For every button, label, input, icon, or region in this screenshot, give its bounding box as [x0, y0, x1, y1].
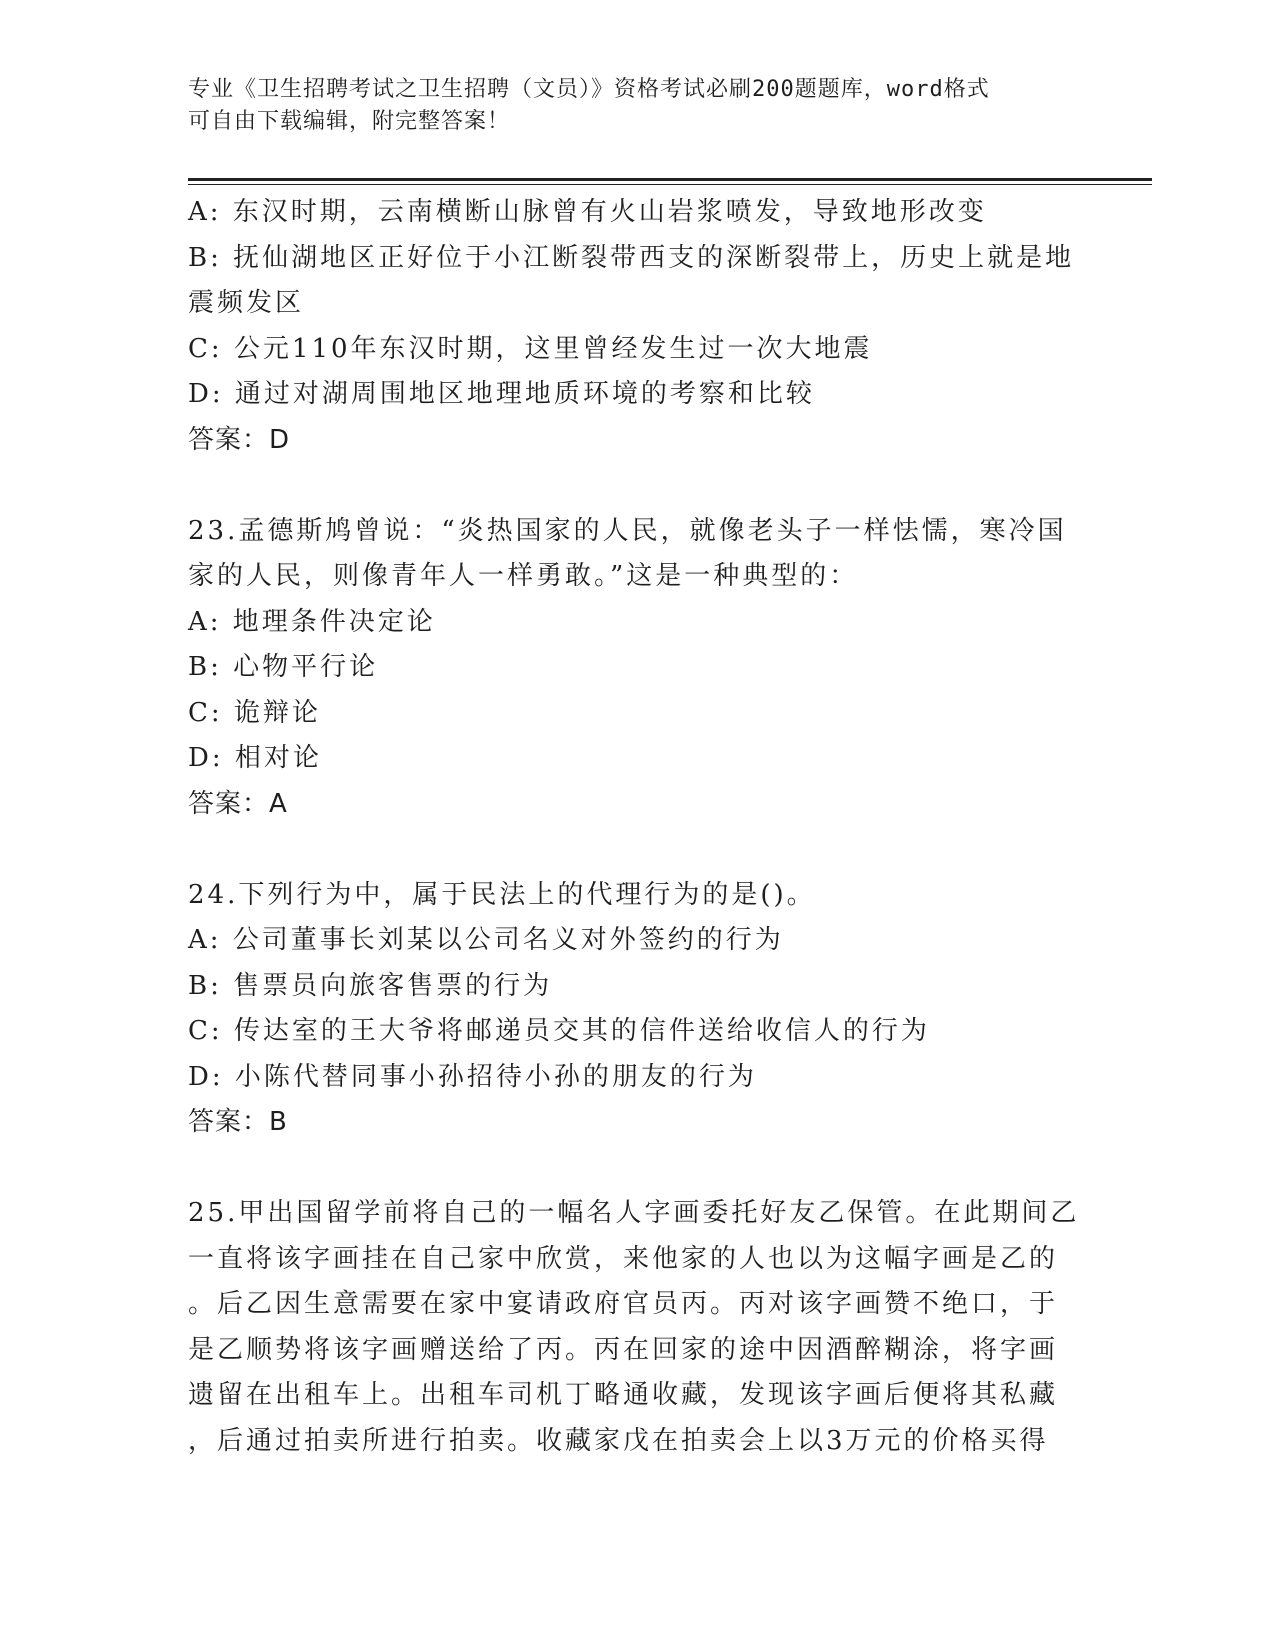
- document-header: [188, 74, 1088, 138]
- option-a: A: 东汉时期，云南横断山脉曾有火山岩浆喷发，导致地形改变: [188, 197, 987, 227]
- option-a: A: 地理条件决定论: [188, 606, 436, 637]
- option-b-continued: 震频发区: [188, 288, 305, 318]
- option-b: B: 抚仙湖地区正好位于小江断裂带西支的深断裂带上，历史上就是地: [188, 242, 1075, 273]
- option-c: C: 传达室的王大爷将邮递员交其的信件送给收信人的行为: [188, 1016, 930, 1046]
- option-a: A: 公司董事长刘某以公司名义对外签约的行为: [188, 925, 784, 955]
- option-c: C: 诡辩论: [188, 697, 321, 728]
- question-stem-continued: ，后通过拍卖所进行拍卖。收藏家戊在拍卖会上以3万元的价格买得: [188, 1425, 1049, 1456]
- question-stem: 24.下列行为中，属于民法上的代理行为的是()。: [188, 879, 816, 910]
- question-22: [188, 190, 1088, 463]
- question-stem: 23.孟德斯鸠曾说：“炎热国家的人民，就像老头子一样怯懦，寒冷国: [188, 515, 1067, 546]
- question-24: [188, 873, 1088, 1146]
- header-line-2: 可自由下载编辑，附完整答案！: [188, 109, 511, 134]
- option-d: D: 通过对湖周围地区地理地质环境的考察和比较: [188, 379, 815, 409]
- question-list: [188, 190, 1088, 1464]
- question-stem-continued: 家的人民，则像青年人一样勇敢。”这是一种典型的：: [188, 561, 859, 591]
- answer-line: 答案：B: [188, 1107, 288, 1137]
- option-d: D: 小陈代替同事小孙招待小孙的朋友的行为: [188, 1061, 757, 1092]
- question-23: [188, 509, 1088, 828]
- answer-line: 答案：A: [188, 788, 288, 819]
- question-stem-continued: 是乙顺势将该字画赠送给了丙。丙在回家的途中因酒醉糊涂，将字画: [188, 1334, 1059, 1365]
- option-c: C: 公元110年东汉时期，这里曾经发生过一次大地震: [188, 333, 873, 364]
- question-25: [188, 1191, 1088, 1464]
- header-divider-thick: [188, 178, 1152, 181]
- option-b: B: 心物平行论: [188, 652, 379, 682]
- answer-line: 答案：D: [188, 424, 291, 455]
- option-b: B: 售票员向旅客售票的行为: [188, 970, 553, 1001]
- spacer: [188, 463, 1088, 509]
- question-stem-continued: 一直将该字画挂在自己家中欣赏，来他家的人也以为这幅字画是乙的: [188, 1243, 1059, 1274]
- header-line-1: 专业《卫生招聘考试之卫生招聘（文员）》资格考试必刷200题题库，word格式: [188, 77, 990, 102]
- question-stem: 25.甲出国留学前将自己的一幅名人字画委托好友乙保管。在此期间乙: [188, 1198, 1080, 1228]
- header-divider-thin: [188, 184, 1152, 185]
- spacer: [188, 1146, 1088, 1192]
- question-stem-continued: 。后乙因生意需要在家中宴请政府官员丙。丙对该字画赞不绝口，于: [188, 1289, 1059, 1319]
- question-stem-continued: 遗留在出租车上。出租车司机丁略通收藏，发现该字画后便将其私藏: [188, 1380, 1059, 1410]
- option-d: D: 相对论: [188, 743, 322, 773]
- spacer: [188, 827, 1088, 873]
